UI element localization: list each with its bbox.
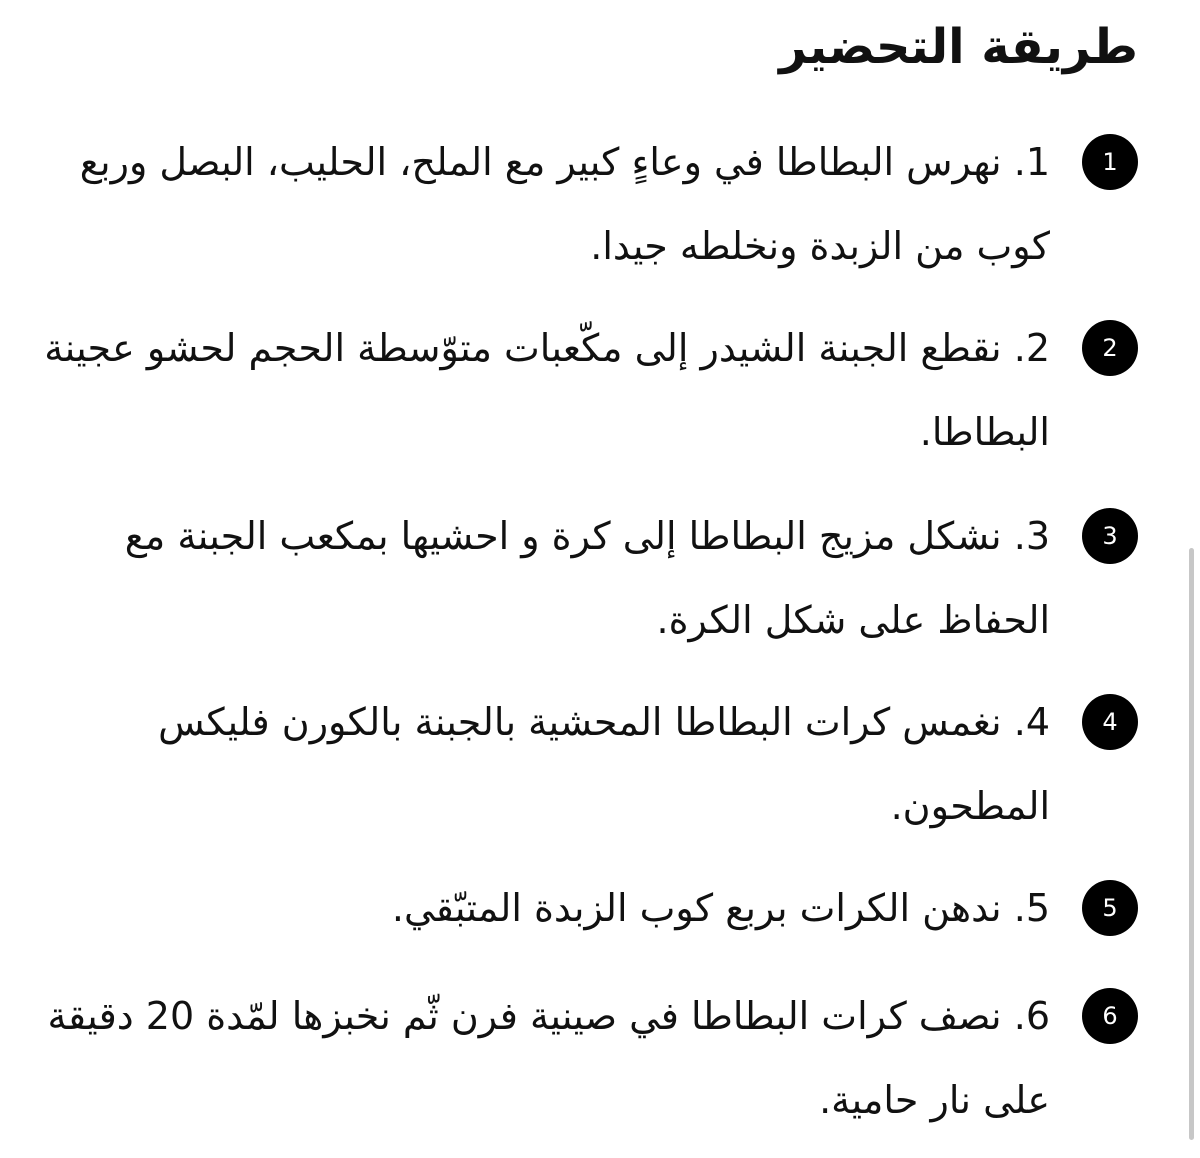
step-number-badge: 1 bbox=[1082, 134, 1138, 190]
step-item-6 bbox=[0, 988, 1200, 1158]
step-item-3 bbox=[0, 508, 1200, 678]
step-description: نغمس كرات البطاطا المحشية بالجبنة بالكورن فليكس المطحون. bbox=[158, 700, 1050, 828]
step-number: 4. bbox=[1013, 700, 1050, 744]
section-title: طريقة التحضير bbox=[779, 19, 1138, 75]
step-number: 5. bbox=[1013, 886, 1050, 930]
step-item-4 bbox=[0, 694, 1200, 864]
step-number-badge: 2 bbox=[1082, 320, 1138, 376]
step-item-2 bbox=[0, 320, 1200, 490]
step-number-badge: 6 bbox=[1082, 988, 1138, 1044]
step-description: ندهن الكرات بربع كوب الزبدة المتبّقي. bbox=[391, 886, 1002, 930]
step-number: 2. bbox=[1013, 326, 1050, 370]
step-number-badge: 4 bbox=[1082, 694, 1138, 750]
step-number: 6. bbox=[1013, 994, 1050, 1038]
step-description: نشكل مزيج البطاطا إلى كرة و احشيها بمكعب الجبنة مع الحفاظ على شكل الكرة. bbox=[124, 514, 1050, 642]
step-description: نهرس البطاطا في وعاءٍ كبير مع الملح، الحليب، البصل وربع كوب من الزبدة ونخلطه جيدا. bbox=[79, 140, 1050, 268]
step-text bbox=[30, 306, 1050, 474]
scrollbar[interactable] bbox=[1189, 548, 1194, 1140]
step-number: 3. bbox=[1013, 514, 1050, 558]
step-description: نصف كرات البطاطا في صينية فرن ثّم نخبزها لمّدة 20 دقيقة على نار حامية. bbox=[47, 994, 1050, 1122]
step-text bbox=[30, 866, 1050, 950]
step-description: نقطع الجبنة الشيدر إلى مكّعبات متوّسطة الحجم لحشو عجينة البطاطا. bbox=[44, 326, 1050, 454]
step-number-badge: 3 bbox=[1082, 508, 1138, 564]
step-number: 1. bbox=[1013, 140, 1050, 184]
step-text bbox=[30, 120, 1050, 288]
step-text bbox=[30, 974, 1050, 1142]
step-text bbox=[30, 680, 1050, 848]
step-item-1 bbox=[0, 134, 1200, 304]
step-number-badge: 5 bbox=[1082, 880, 1138, 936]
step-text bbox=[30, 494, 1050, 662]
